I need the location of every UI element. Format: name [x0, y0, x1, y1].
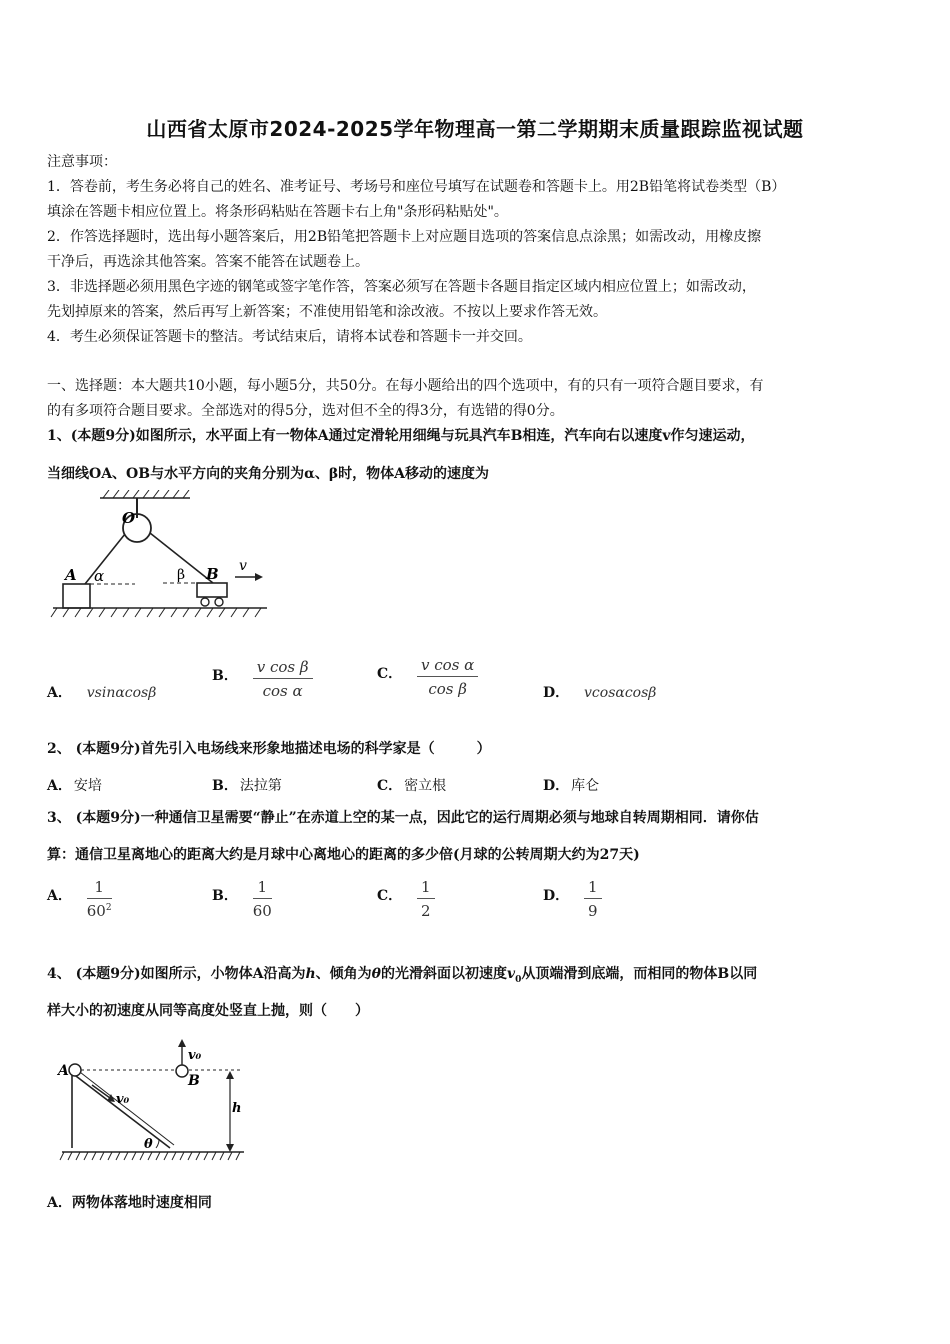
q4-figure [52, 1035, 252, 1165]
label-v: v [239, 558, 247, 574]
fraction-denominator: 2 [421, 902, 431, 920]
page-title: 山西省太原市2024-2025学年物理高一第二学期期末质量跟踪监视试题 [146, 117, 804, 141]
q1-option-c[interactable] [377, 656, 478, 698]
label-beta: β [177, 567, 186, 583]
option-label: C． [377, 888, 403, 904]
q3-option-d[interactable] [543, 878, 602, 920]
option-label: D． [543, 888, 570, 904]
q1-text: 当细线OA、OB与水平方向的夹角分别为α、β时，物体A移动的速度为 [47, 466, 490, 482]
q1-option-b[interactable] [212, 658, 313, 700]
label-O: O [122, 509, 136, 527]
fraction-numerator: 1 [584, 878, 602, 899]
option-label: B． [212, 888, 238, 904]
notice-line: 3．非选择题必须用黑色字迹的钢笔或签字笔作答，答案必须写在答题卡各题目指定区域内相应位置上；如需改动， [47, 279, 756, 295]
label-B: B [206, 565, 219, 583]
fraction-denominator: cos β [428, 680, 467, 698]
label-alpha: α [94, 567, 105, 585]
q1-option-d[interactable] [543, 682, 656, 702]
label-v0-up: v₀ [188, 1048, 202, 1063]
fraction-numerator: v cos α [417, 656, 478, 677]
label-A: A [58, 1063, 69, 1079]
fraction-exponent: 2 [105, 903, 112, 913]
q2-option-a[interactable]: A． 安培 [47, 778, 102, 794]
fraction-denominator: 60 [252, 902, 272, 920]
fraction-numerator: v cos β [253, 658, 313, 679]
notice-line: 干净后，再选涂其他答案。答案不能答在试题卷上。 [47, 254, 369, 270]
option-label: C． [377, 666, 403, 682]
fraction-numerator: 1 [417, 878, 435, 899]
q4-text: 样大小的初速度从同等高度处竖直上抛，则（ ） [47, 1003, 369, 1019]
q1-figure [45, 490, 275, 625]
q2-text: 2、 (本题9分)首先引入电场线来形象地描述电场的科学家是（ ） [47, 741, 491, 757]
section-intro: 的有多项符合题目要求。全部选对的得5分，选对但不全的得3分，有选错的得0分。 [47, 403, 564, 419]
option-label: D． [543, 685, 570, 701]
notice-line: 1．答卷前，考生务必将自己的姓名、准考证号、考场号和座位号填写在试题卷和答题卡上。用2B铅笔将试卷类型（B） [47, 179, 786, 195]
label-h: h [232, 1101, 242, 1116]
q1-option-a[interactable] [47, 682, 156, 702]
notice-line: 2．作答选择题时，选出每小题答案后，用2B铅笔把答题卡上对应题目选项的答案信息点涂黑；如需改动，用橡皮擦 [47, 229, 762, 245]
label-A: A [65, 566, 77, 584]
fraction-denominator: 9 [588, 902, 598, 920]
q2-option-d[interactable]: D． 库仑 [543, 778, 600, 794]
section-intro: 一、选择题：本大题共10小题，每小题5分，共50分。在每小题给出的四个选项中，有的只有一项符合题目要求，有 [47, 378, 764, 394]
option-expr: vsinαcosβ [86, 685, 157, 701]
notice-line: 4．考生必须保证答题卡的整洁。考试结束后，请将本试卷和答题卡一并交回。 [47, 329, 532, 345]
q3-text: 算：通信卫星离地心的距离大约是月球中心离地心的距离的多少倍(月球的公转周期大约为27天) [47, 847, 640, 863]
q4-option-a[interactable]: A．两物体落地时速度相同 [47, 1195, 212, 1211]
option-label: B． [212, 668, 238, 684]
fraction-numerator: 1 [253, 878, 272, 899]
notice-line: 先划掉原来的答案，然后再写上新答案；不准使用铅笔和涂改液。不按以上要求作答无效。 [47, 304, 607, 320]
q3-option-b[interactable] [212, 878, 272, 920]
label-B: B [188, 1073, 200, 1089]
q3-option-a[interactable] [47, 878, 112, 920]
fraction-denominator: 60 [86, 902, 106, 920]
q2-option-b[interactable]: B． 法拉第 [212, 778, 282, 794]
fraction-denominator: cos α [262, 682, 303, 700]
label-theta: θ [144, 1137, 153, 1152]
label-v0-incline: v₀ [116, 1092, 130, 1107]
q3-option-c[interactable] [377, 878, 435, 920]
fraction-numerator: 1 [87, 878, 112, 899]
notice-heading: 注意事项： [47, 154, 117, 170]
notice-line: 填涂在答题卡相应位置上。将条形码粘贴在答题卡右上角"条形码粘贴处"。 [47, 204, 508, 220]
q4-text: 4、 (本题9分)如图所示，小物体A沿高为h、倾角为θ的光滑斜面以初速度$v_0$从顶端滑到底端，而相同的物体B以同 [47, 966, 758, 985]
option-label: A． [47, 685, 72, 701]
q3-text: 3、 (本题9分)一种通信卫星需要“静止”在赤道上空的某一点，因此它的运行周期必须与地球自转周期相同．请你估 [47, 810, 759, 826]
q2-option-c[interactable]: C． 密立根 [377, 778, 447, 794]
option-expr: vcosαcosβ [584, 685, 657, 701]
q1-text: 1、(本题9分)如图所示，水平面上有一物体A通过定滑轮用细绳与玩具汽车B相连，汽车向右以速度v作匀速运动， [47, 428, 755, 444]
option-label: A． [47, 888, 72, 904]
